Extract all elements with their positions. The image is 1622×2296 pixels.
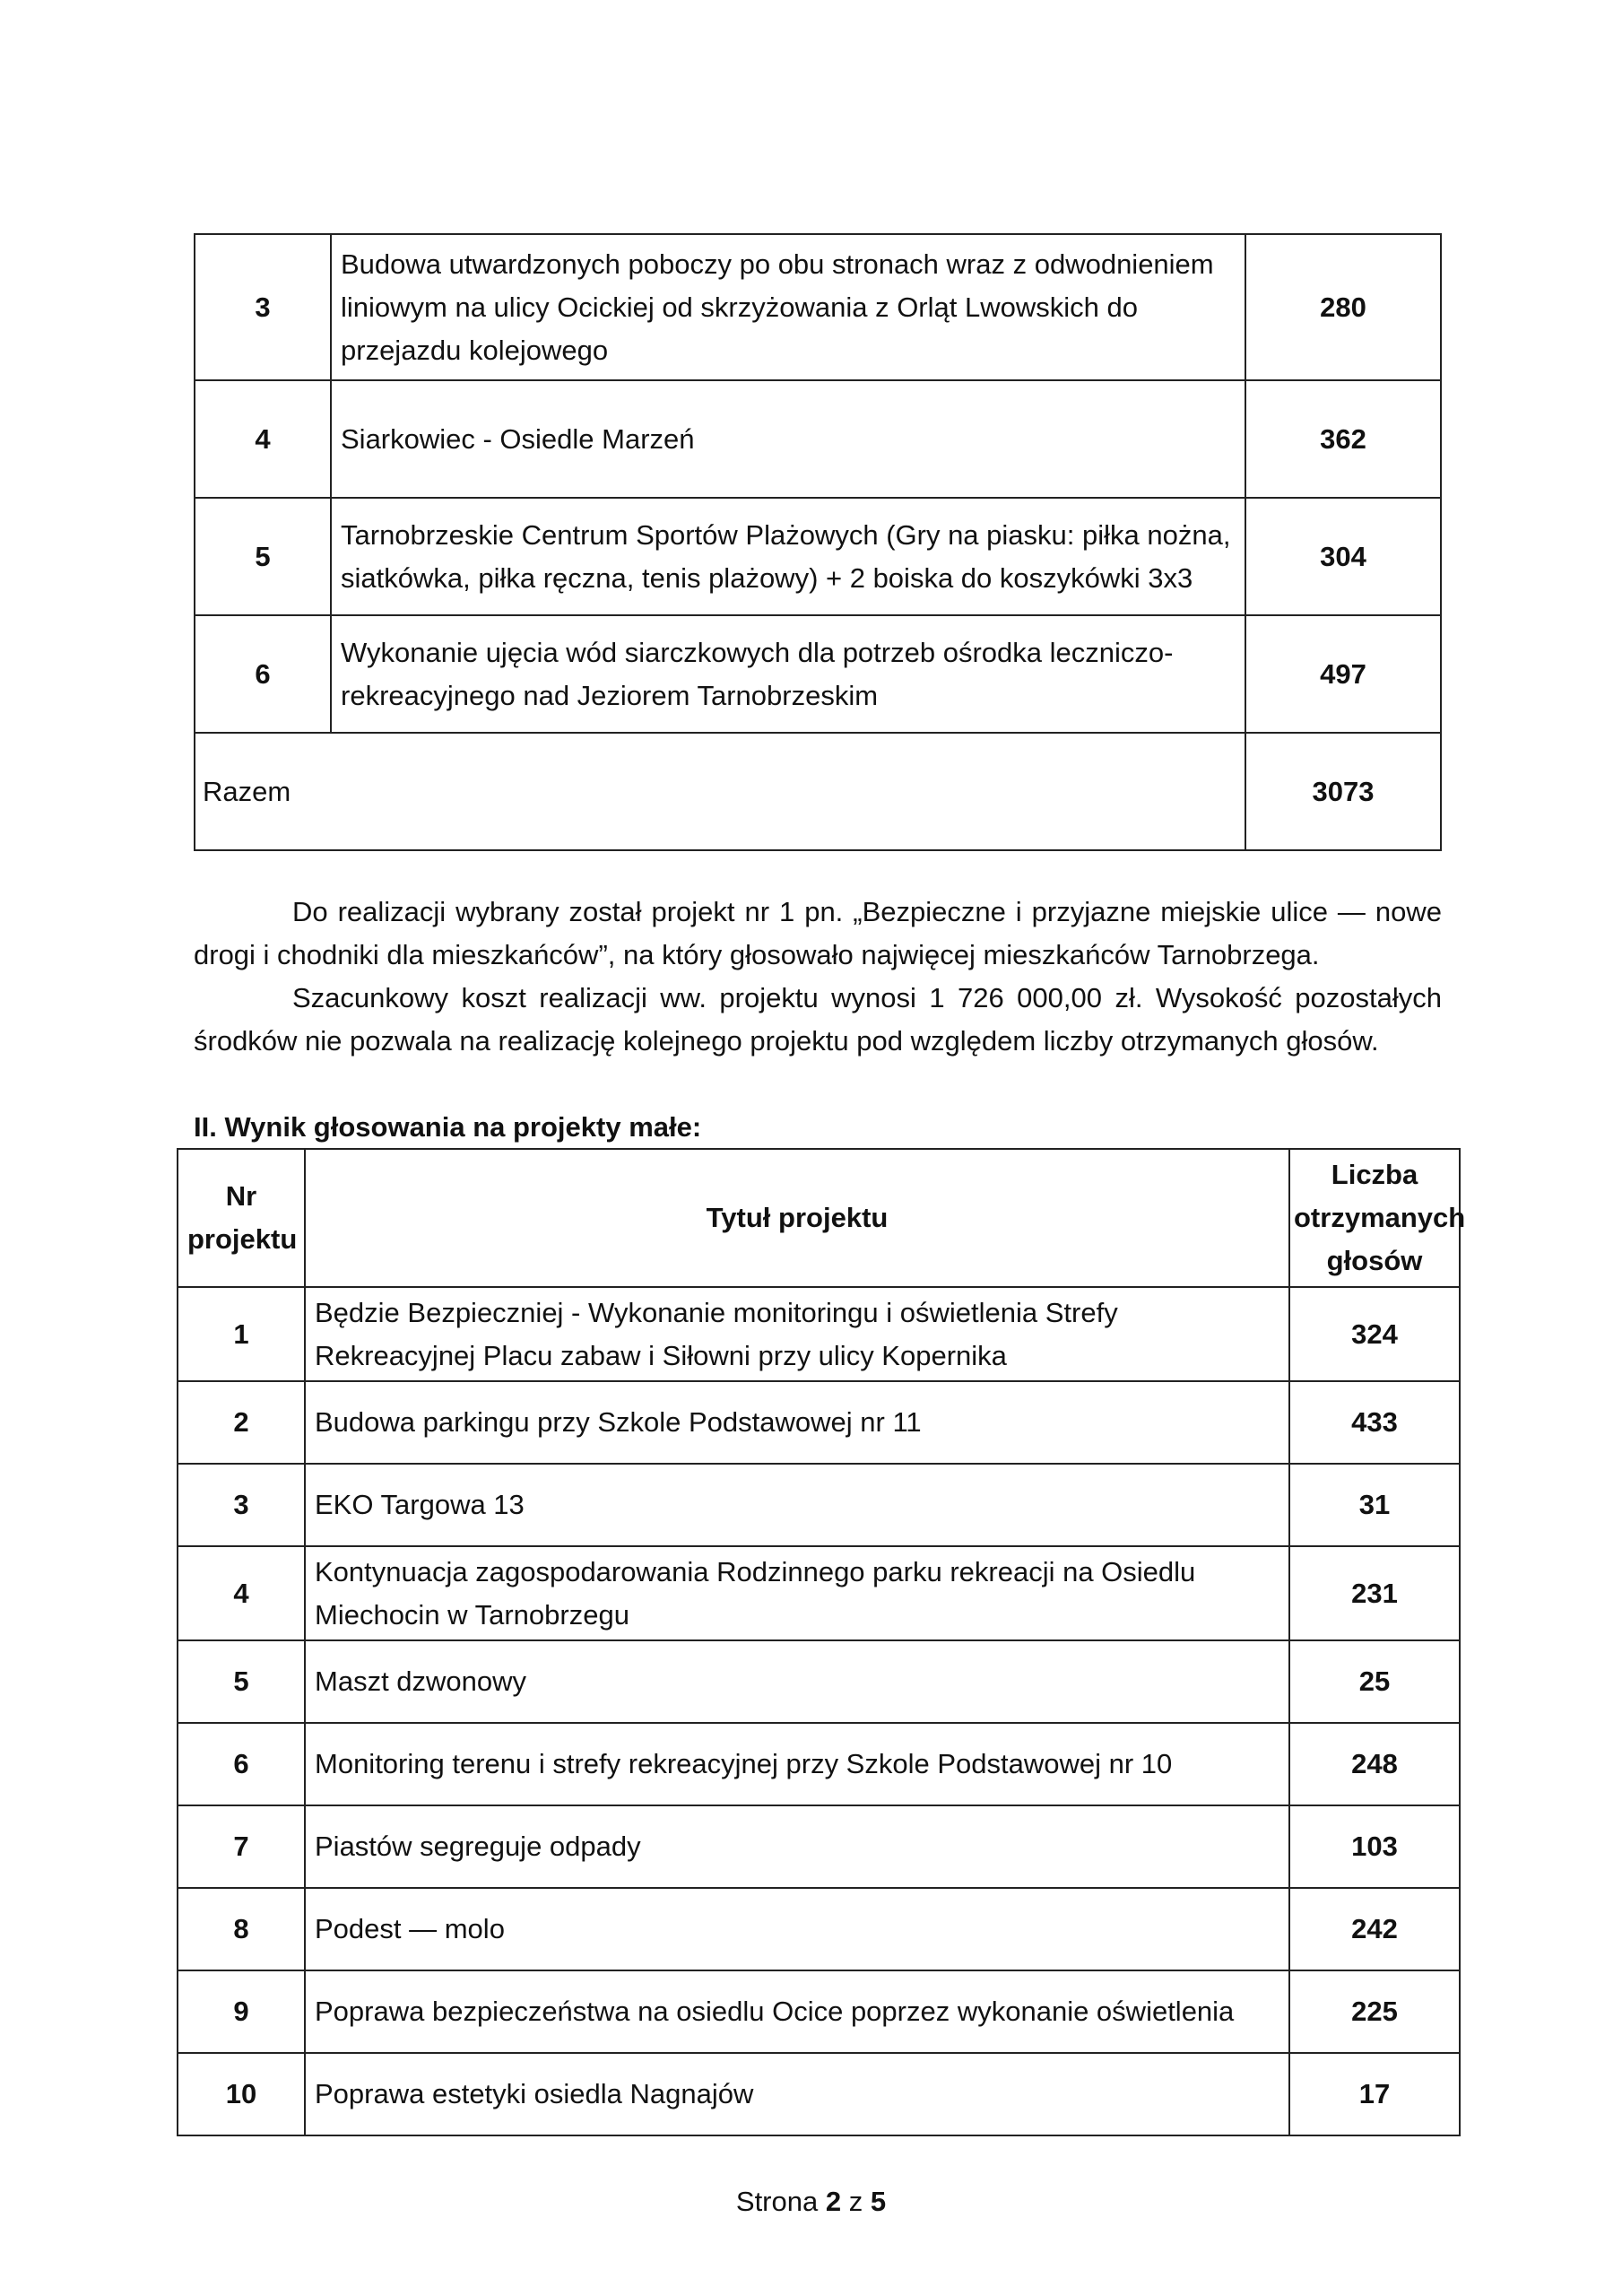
project-votes: 324 <box>1289 1287 1460 1381</box>
project-number: 9 <box>178 1970 305 2053</box>
table-row <box>195 615 1441 733</box>
section-heading: II. Wynik głosowania na projekty małe: <box>194 1111 702 1143</box>
project-votes: 103 <box>1289 1805 1460 1888</box>
project-number: 6 <box>178 1723 305 1805</box>
selection-paragraph-text: Do realizacji wybrany został projekt nr 1 pn. „Bezpieczne i przyjazne miejskie ulice — nowe drogi i chodniki dla mieszkańców”, na który głosowało najwięcej mieszkańców Tarnobrzega. <box>194 896 1442 970</box>
table-row <box>195 498 1441 615</box>
project-title: Podest — molo <box>305 1888 1289 1970</box>
project-title: Poprawa bezpieczeństwa na osiedlu Ocice poprzez wykonanie oświetlenia <box>305 1970 1289 2053</box>
project-title: Monitoring terenu i strefy rekreacyjnej przy Szkole Podstawowej nr 10 <box>305 1723 1289 1805</box>
table-row <box>178 1723 1460 1805</box>
table-row <box>178 2053 1460 2135</box>
footer-page-number: 2 <box>825 2186 842 2217</box>
project-title: Maszt dzwonowy <box>305 1640 1289 1723</box>
table-row <box>195 234 1441 380</box>
project-number: 3 <box>195 234 331 380</box>
small-projects-table <box>177 1148 1466 2136</box>
project-title: Tarnobrzeskie Centrum Sportów Plażowych (Gry na piasku: piłka nożna, siatkówka, piłka ręczna, tenis plażowy) + 2 boiska do koszykówki 3x3 <box>331 498 1245 615</box>
header-votes: Liczba otrzymanych głosów <box>1289 1149 1460 1287</box>
table-row <box>178 1546 1460 1640</box>
header-project-title: Tytuł projektu <box>305 1149 1289 1287</box>
project-title: Siarkowiec - Osiedle Marzeń <box>331 380 1245 498</box>
table-row <box>178 1287 1460 1381</box>
project-votes: 242 <box>1289 1888 1460 1970</box>
project-number: 5 <box>195 498 331 615</box>
project-title: Będzie Bezpieczniej - Wykonanie monitoringu i oświetlenia Strefy Rekreacyjnej Placu zabaw i Siłowni przy ulicy Kopernika <box>305 1287 1289 1381</box>
footer-prefix: Strona <box>735 2186 819 2217</box>
project-number: 7 <box>178 1805 305 1888</box>
total-row <box>195 733 1441 850</box>
project-number: 6 <box>195 615 331 733</box>
project-number: 4 <box>195 380 331 498</box>
project-votes: 362 <box>1245 380 1441 498</box>
project-title: Piastów segreguje odpady <box>305 1805 1289 1888</box>
project-votes: 231 <box>1289 1546 1460 1640</box>
project-votes: 497 <box>1245 615 1441 733</box>
table-row <box>178 1888 1460 1970</box>
project-number: 4 <box>178 1546 305 1640</box>
project-votes: 248 <box>1289 1723 1460 1805</box>
cost-paragraph <box>194 977 1442 1063</box>
table-row <box>178 1640 1460 1723</box>
project-votes: 433 <box>1289 1381 1460 1464</box>
selection-paragraph <box>194 891 1442 977</box>
large-projects-table-continuation <box>194 233 1442 851</box>
project-votes: 225 <box>1289 1970 1460 2053</box>
project-number: 3 <box>178 1464 305 1546</box>
project-votes: 17 <box>1289 2053 1460 2135</box>
project-votes: 31 <box>1289 1464 1460 1546</box>
cost-paragraph-text: Szacunkowy koszt realizacji ww. projektu wynosi 1 726 000,00 zł. Wysokość pozostałych środków nie pozwala na realizację kolejnego projektu pod względem liczby otrzymanych głosów. <box>194 982 1442 1057</box>
table-row <box>195 380 1441 498</box>
project-title: EKO Targowa 13 <box>305 1464 1289 1546</box>
footer-page-total: 5 <box>870 2186 887 2217</box>
project-title: Wykonanie ujęcia wód siarczkowych dla potrzeb ośrodka leczniczo-rekreacyjnego nad Jeziorem Tarnobrzeskim <box>331 615 1245 733</box>
project-number: 10 <box>178 2053 305 2135</box>
table-header-row <box>178 1149 1460 1287</box>
project-title: Kontynuacja zagospodarowania Rodzinnego parku rekreacji na Osiedlu Miechocin w Tarnobrzegu <box>305 1546 1289 1640</box>
table-row <box>178 1381 1460 1464</box>
project-number: 2 <box>178 1381 305 1464</box>
project-votes: 25 <box>1289 1640 1460 1723</box>
project-number: 1 <box>178 1287 305 1381</box>
project-title: Budowa parkingu przy Szkole Podstawowej nr 11 <box>305 1381 1289 1464</box>
total-value: 3073 <box>1245 733 1441 850</box>
header-project-number: Nr projektu <box>178 1149 305 1287</box>
table-row <box>178 1805 1460 1888</box>
project-title: Budowa utwardzonych poboczy po obu stronach wraz z odwodnieniem liniowym na ulicy Ocickiej od skrzyżowania z Orląt Lwowskich do przejazdu kolejowego <box>331 234 1245 380</box>
page-footer <box>0 2184 1622 2220</box>
total-label: Razem <box>195 733 1245 850</box>
table-row <box>178 1970 1460 2053</box>
project-votes: 304 <box>1245 498 1441 615</box>
table-row <box>178 1464 1460 1546</box>
project-number: 5 <box>178 1640 305 1723</box>
project-title: Poprawa estetyki osiedla Nagnajów <box>305 2053 1289 2135</box>
footer-separator: z <box>848 2186 863 2217</box>
project-number: 8 <box>178 1888 305 1970</box>
project-votes: 280 <box>1245 234 1441 380</box>
